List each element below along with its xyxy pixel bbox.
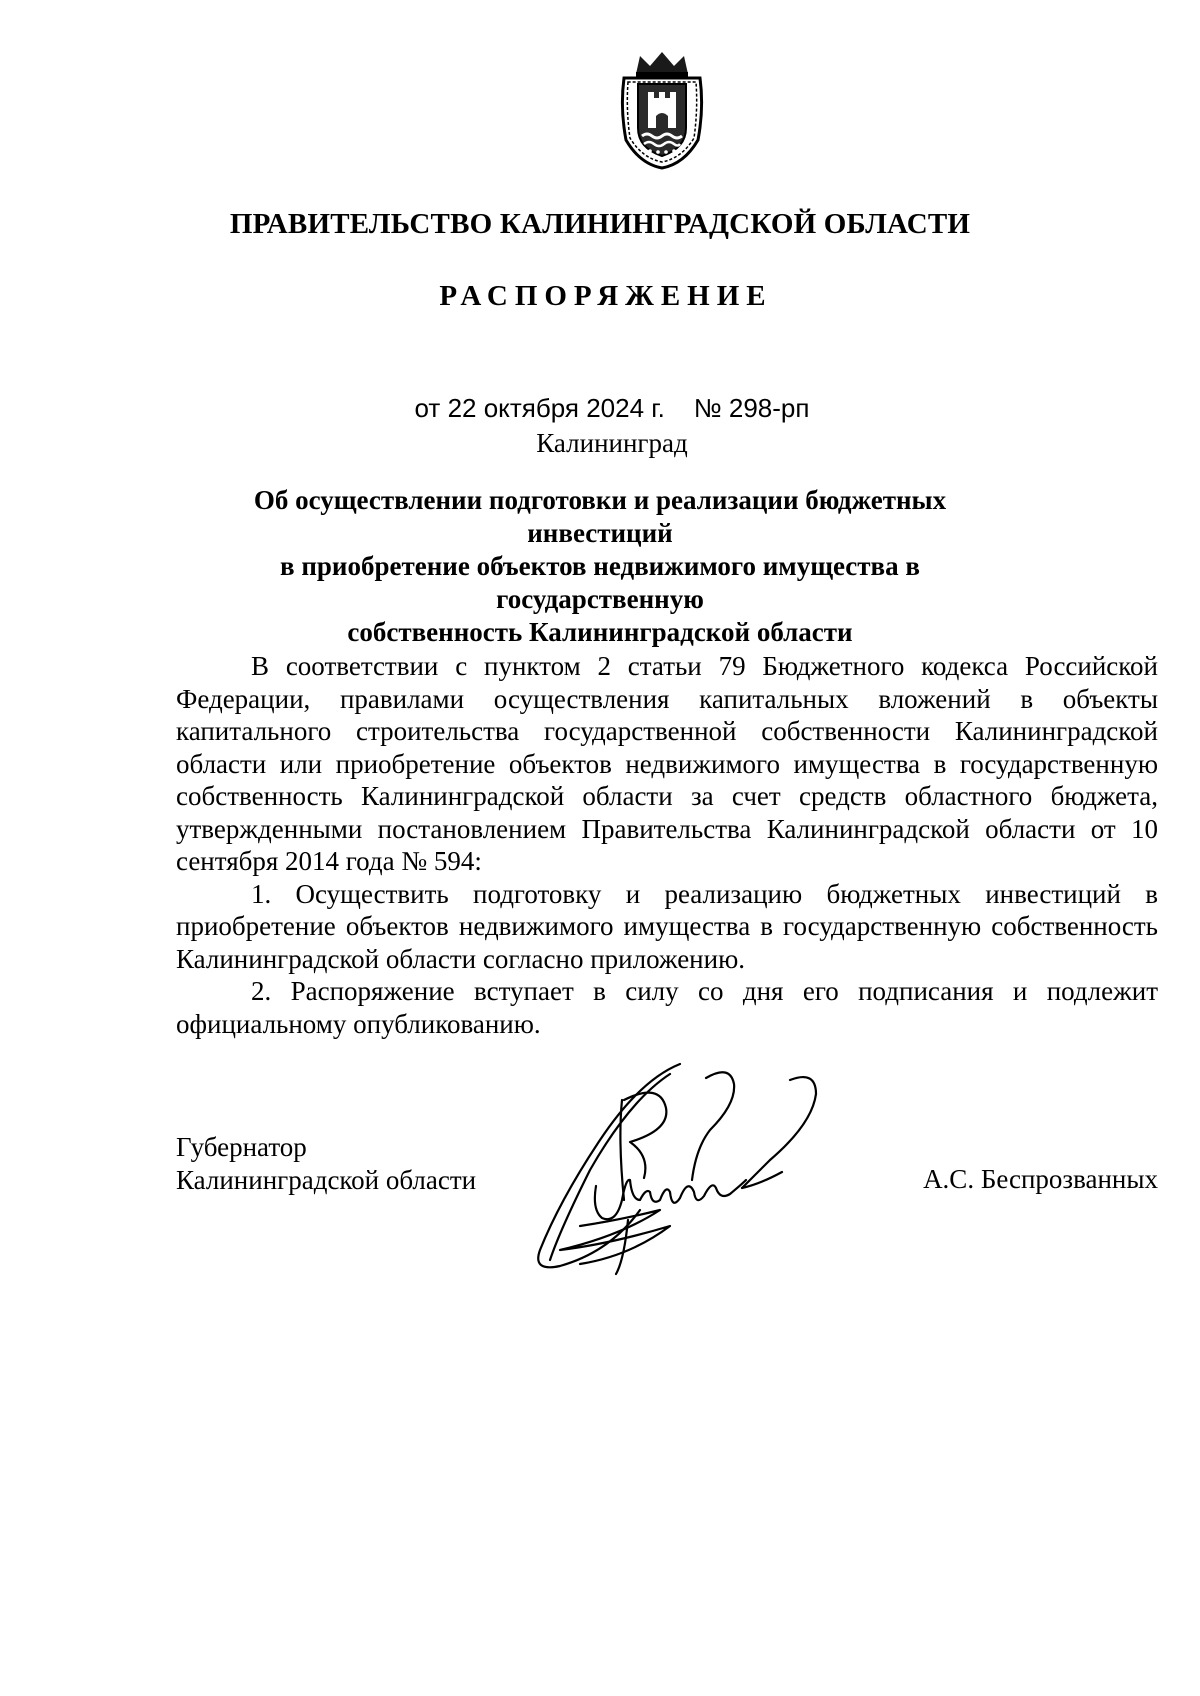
document-body [176,650,1158,1040]
signer-name: А.С. Беспрозванных [923,1164,1158,1194]
preamble-paragraph: В соответствии с пунктом 2 статьи 79 Бюджетного кодекса Российской Федерации, правилами осуществления капитальных вложений в объекты капитального строительства государственной собственности Калининградской области или приобретение объектов недвижимого имущества в государственную собственность Калининградской области за счет средств областного бюджета, утвержденными постановлением Правительства Калининградской области от 10 сентября 2014 года № 594: [176,651,1158,876]
item-1-paragraph: 1. Осуществить подготовку и реализацию бюджетных инвестиций в приобретение объектов недвижимого имущества в государственную собственность Калининградской области согласно приложению. [176,878,1158,974]
position-line: Калининградской области [176,1165,477,1195]
date-prefix: от [414,393,441,423]
document-city: Калининград [536,428,688,458]
item-2-paragraph: 2. Распоряжение вступает в силу со дня его подписания и подлежит официальному опубликованию. [176,976,1158,1039]
coat-of-arms-icon [616,48,708,170]
handwritten-signature-icon [520,1060,850,1280]
subject-line: в приобретение объектов недвижимого имущества в государственную [280,551,920,614]
government-title: ПРАВИТЕЛЬСТВО КАЛИНИНГРАДСКОЙ ОБЛАСТИ [229,208,971,240]
date-year: 2024 г. [586,393,665,423]
document-type: РАСПОРЯЖЕНИЕ [439,280,773,312]
document-date-number [0,393,1200,424]
document-subject [200,484,1000,649]
date-value: 22 октября [447,393,579,423]
signer-position [176,1131,476,1197]
position-line: Губернатор [176,1132,307,1162]
subject-line: собственность Калининградской области [347,617,853,647]
subject-line: Об осуществлении подготовки и реализации бюджетных инвестиций [253,485,947,548]
document-number: 298-рп [728,393,810,423]
number-label: № [693,393,722,423]
